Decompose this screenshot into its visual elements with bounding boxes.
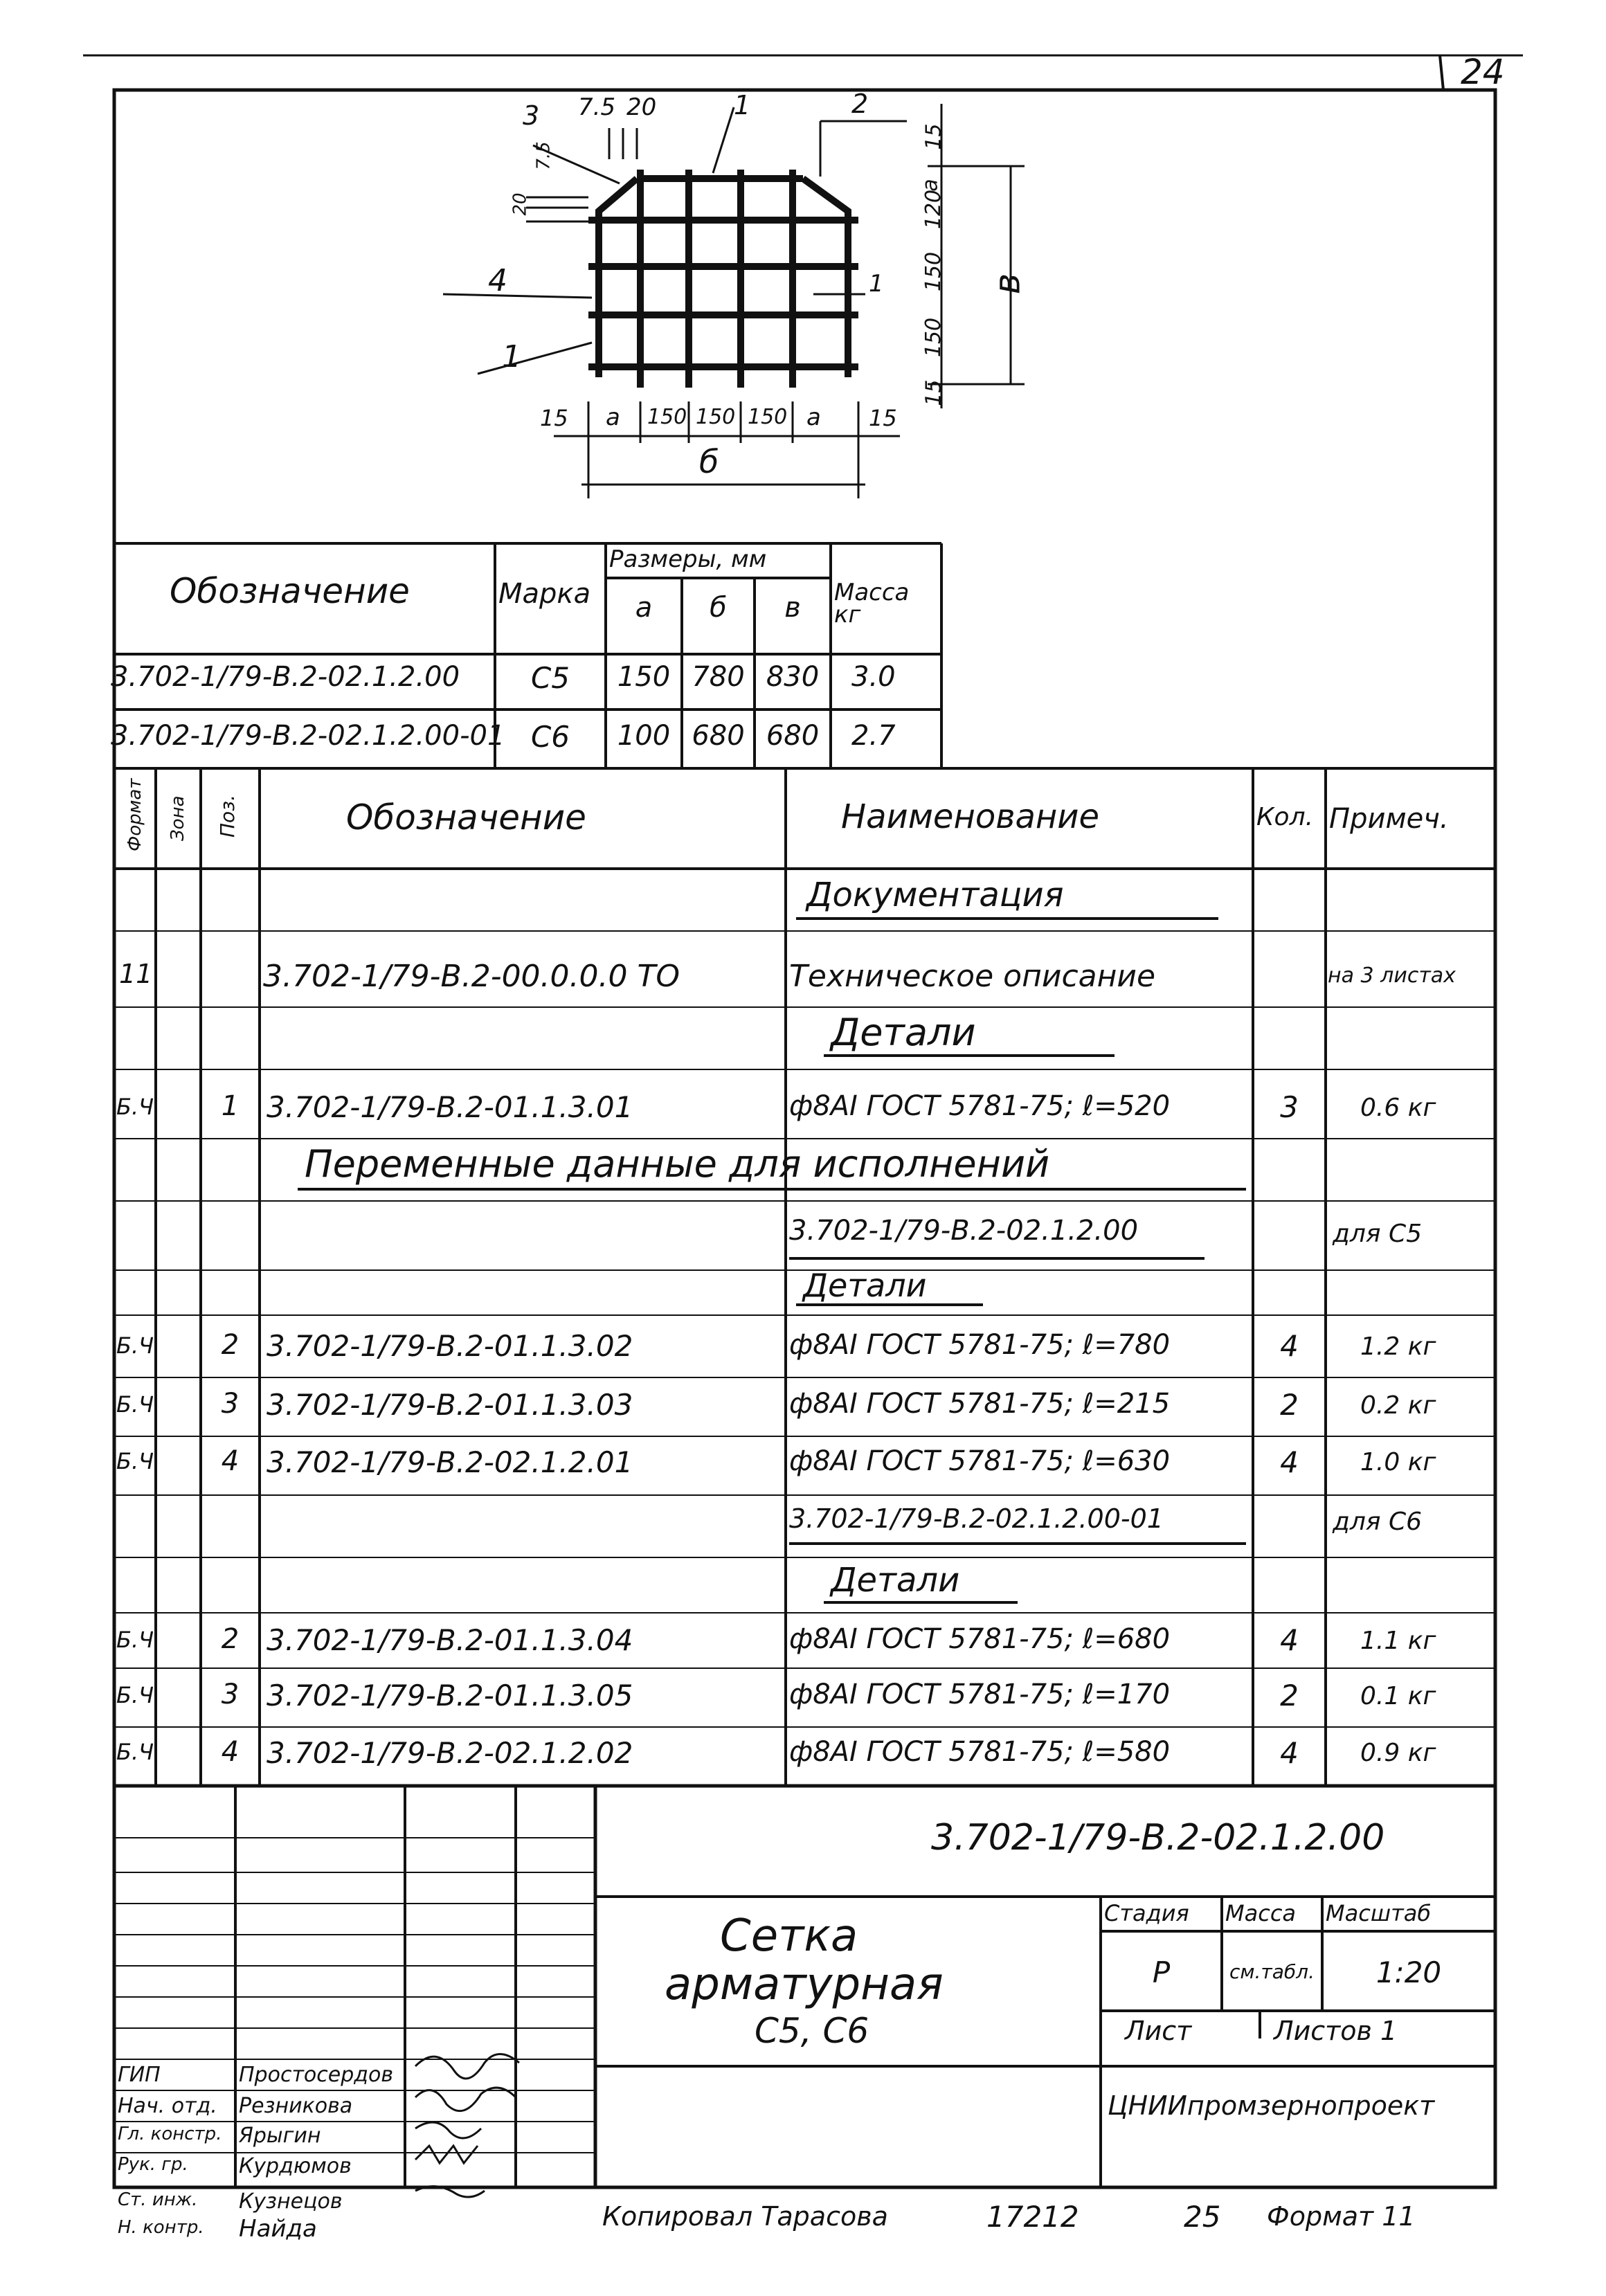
section-details-3: Детали bbox=[831, 1561, 960, 1600]
dim-label-20: 20 bbox=[626, 93, 657, 121]
v1-row-2-qty: 4 bbox=[1280, 1329, 1299, 1363]
spec-header-name: Наименование bbox=[841, 797, 1100, 836]
sig-name-1: Простосердов bbox=[239, 2063, 394, 2087]
v1-row-2-note: 1.2 кг bbox=[1360, 1332, 1436, 1361]
vdim-150-a: 150 bbox=[921, 251, 946, 292]
copy-number-2: 25 bbox=[1184, 2200, 1221, 2234]
detail-row-1-note: 0.6 кг bbox=[1360, 1094, 1436, 1122]
leader-label-2: 2 bbox=[851, 89, 869, 119]
variant-1-designation: 3.702-1/79-В.2-02.1.2.00 bbox=[789, 1215, 1139, 1247]
sig-role-1: ГИП bbox=[118, 2063, 161, 2087]
leader-label-3: 3 bbox=[523, 100, 540, 131]
mass-value: см.табл. bbox=[1229, 1960, 1315, 1983]
size-row-2-a: 100 bbox=[617, 720, 671, 752]
width-label: б bbox=[699, 443, 719, 480]
size-row-1-b: 780 bbox=[692, 661, 745, 693]
v2-row-4-qty: 4 bbox=[1280, 1736, 1299, 1770]
section-documentation: Документация bbox=[806, 876, 1064, 914]
v1-row-4-pos: 4 bbox=[221, 1445, 240, 1477]
v1-row-3-format: Б.Ч bbox=[116, 1391, 154, 1418]
size-table-header-a: а bbox=[635, 592, 653, 624]
detail-row-1-format: Б.Ч bbox=[116, 1094, 154, 1120]
size-row-1-a: 150 bbox=[617, 661, 671, 693]
side-dim-20: 20 bbox=[509, 192, 531, 216]
mass-label: Масса bbox=[1225, 1900, 1297, 1926]
section-details-2: Детали bbox=[803, 1267, 927, 1304]
hdim-150-b: 150 bbox=[696, 405, 736, 429]
v1-row-2-designation: 3.702-1/79-В.2-01.1.3.02 bbox=[267, 1329, 633, 1363]
section-details-1: Детали bbox=[831, 1011, 976, 1054]
sig-name-2: Резникова bbox=[239, 2094, 353, 2118]
height-label: в bbox=[986, 273, 1029, 295]
sig-name-6: Найда bbox=[239, 2215, 317, 2243]
v1-row-3-designation: 3.702-1/79-В.2-01.1.3.03 bbox=[267, 1388, 633, 1422]
title-line-3: С5, С6 bbox=[755, 2011, 869, 2051]
hdim-15-left: 15 bbox=[540, 405, 568, 431]
title-line-2: арматурная bbox=[665, 1959, 944, 2010]
v1-row-3-name: ф8АI ГОСТ 5781-75; ℓ=215 bbox=[789, 1388, 1171, 1420]
v1-row-4-designation: 3.702-1/79-В.2-02.1.2.01 bbox=[267, 1445, 633, 1479]
size-row-2-mass: 2.7 bbox=[851, 720, 896, 752]
v2-row-2-pos: 2 bbox=[221, 1623, 240, 1655]
leader-label-1-right: 1 bbox=[869, 270, 884, 298]
vdim-120: 120 bbox=[921, 189, 946, 230]
size-table-header-designation: Обозначение bbox=[170, 571, 410, 611]
sig-name-3: Ярыгин bbox=[239, 2124, 321, 2148]
v2-row-2-qty: 4 bbox=[1280, 1623, 1299, 1657]
v2-row-3-note: 0.1 кг bbox=[1360, 1682, 1436, 1710]
detail-row-1-pos: 1 bbox=[221, 1090, 240, 1122]
doc-row-designation: 3.702-1/79-В.2-00.0.0.0 ТО bbox=[263, 959, 680, 994]
spec-header-zone: Зона bbox=[168, 795, 188, 841]
format-label: Формат 11 bbox=[1267, 2201, 1416, 2232]
hdim-15-right: 15 bbox=[869, 405, 897, 431]
v2-row-2-designation: 3.702-1/79-В.2-01.1.3.04 bbox=[267, 1623, 633, 1657]
v2-row-3-pos: 3 bbox=[221, 1679, 240, 1710]
copy-number: 17212 bbox=[986, 2200, 1079, 2234]
v2-row-4-designation: 3.702-1/79-В.2-02.1.2.02 bbox=[267, 1736, 633, 1770]
detail-row-1-qty: 3 bbox=[1280, 1090, 1299, 1124]
detail-row-1-name: ф8АI ГОСТ 5781-75; ℓ=520 bbox=[789, 1090, 1171, 1122]
stage-value: Р bbox=[1152, 1955, 1171, 1989]
hdim-150-a: 150 bbox=[647, 405, 687, 429]
v1-row-2-format: Б.Ч bbox=[116, 1332, 154, 1359]
v2-row-3-format: Б.Ч bbox=[116, 1682, 154, 1708]
v2-row-3-designation: 3.702-1/79-В.2-01.1.3.05 bbox=[267, 1679, 633, 1712]
v1-row-4-note: 1.0 кг bbox=[1360, 1448, 1436, 1476]
stage-label: Стадия bbox=[1104, 1900, 1189, 1926]
v1-row-4-qty: 4 bbox=[1280, 1445, 1299, 1479]
leader-label-4: 4 bbox=[488, 263, 507, 298]
spec-header-qty: Кол. bbox=[1256, 803, 1314, 831]
v2-row-4-name: ф8АI ГОСТ 5781-75; ℓ=580 bbox=[789, 1736, 1171, 1768]
sig-name-5: Кузнецов bbox=[239, 2189, 343, 2214]
sig-role-6: Н. контр. bbox=[118, 2217, 204, 2238]
dim-label-7-5: 7.5 bbox=[578, 93, 616, 121]
size-row-2-b: 680 bbox=[692, 720, 745, 752]
v1-row-3-pos: 3 bbox=[221, 1388, 240, 1420]
vdim-a: a bbox=[918, 179, 943, 192]
sheets-label: Листов 1 bbox=[1274, 2016, 1398, 2046]
scale-value: 1:20 bbox=[1375, 1955, 1442, 1989]
size-row-2-mark: С6 bbox=[530, 720, 570, 754]
leader-label-1-left: 1 bbox=[502, 339, 521, 374]
v1-row-4-name: ф8АI ГОСТ 5781-75; ℓ=630 bbox=[789, 1445, 1171, 1477]
doc-row-note: на 3 листах bbox=[1328, 964, 1456, 988]
hdim-a-left: a bbox=[606, 404, 620, 431]
copied-by: Копировал Тарасова bbox=[602, 2201, 888, 2232]
side-dim-7-5: 7.5 bbox=[533, 141, 554, 170]
size-row-1-mark: С5 bbox=[530, 661, 570, 695]
leader-label-1-top: 1 bbox=[734, 90, 751, 120]
size-table-header-v: в bbox=[784, 592, 801, 624]
sig-name-4: Курдюмов bbox=[239, 2154, 352, 2178]
v2-row-4-note: 0.9 кг bbox=[1360, 1739, 1436, 1767]
sig-role-2: Нач. отд. bbox=[118, 2094, 217, 2118]
size-row-1-designation: 3.702-1/79-В.2-02.1.2.00 bbox=[111, 661, 460, 693]
size-table-header-mass: Масса кг bbox=[834, 579, 910, 629]
drawing-code: 3.702-1/79-В.2-02.1.2.00 bbox=[931, 1817, 1385, 1859]
v2-row-2-note: 1.1 кг bbox=[1360, 1627, 1436, 1655]
spec-header-pos: Поз. bbox=[216, 795, 239, 838]
doc-row-format: 11 bbox=[119, 959, 153, 989]
scale-label: Масштаб bbox=[1326, 1900, 1432, 1926]
v1-row-2-pos: 2 bbox=[221, 1329, 240, 1361]
v1-row-3-note: 0.2 кг bbox=[1360, 1391, 1436, 1420]
v1-row-4-format: Б.Ч bbox=[116, 1448, 154, 1474]
size-table-header-b: б bbox=[710, 592, 727, 624]
sig-role-3: Гл. констр. bbox=[118, 2124, 222, 2144]
variant-2-designation: 3.702-1/79-В.2-02.1.2.00-01 bbox=[789, 1503, 1164, 1534]
variant-2-note: для С6 bbox=[1333, 1508, 1423, 1536]
variant-1-note: для С5 bbox=[1333, 1220, 1423, 1248]
size-row-1-mass: 3.0 bbox=[851, 661, 896, 693]
hdim-a-right: a bbox=[806, 404, 821, 431]
detail-row-1-designation: 3.702-1/79-В.2-01.1.3.01 bbox=[267, 1090, 633, 1124]
spec-header-format: Формат bbox=[125, 778, 145, 851]
size-table-header-mark: Марка bbox=[498, 578, 591, 610]
spec-header-designation: Обозначение bbox=[346, 797, 586, 838]
v2-row-2-format: Б.Ч bbox=[116, 1627, 154, 1653]
v2-row-4-format: Б.Ч bbox=[116, 1739, 154, 1765]
organization: ЦНИИпромзернопроект bbox=[1108, 2090, 1435, 2121]
v2-row-2-name: ф8АI ГОСТ 5781-75; ℓ=680 bbox=[789, 1623, 1171, 1655]
sheet-label: Лист bbox=[1125, 2016, 1192, 2046]
v2-row-3-name: ф8АI ГОСТ 5781-75; ℓ=170 bbox=[789, 1679, 1171, 1710]
v1-row-2-name: ф8АI ГОСТ 5781-75; ℓ=780 bbox=[789, 1329, 1171, 1361]
size-row-2-v: 680 bbox=[766, 720, 820, 752]
size-row-1-v: 830 bbox=[766, 661, 820, 693]
variable-data-heading: Переменные данные для исполнений bbox=[305, 1142, 1050, 1186]
vdim-15-bottom: 15 bbox=[921, 379, 946, 406]
size-table-header-sizes: Размеры, мм bbox=[609, 545, 767, 573]
sig-role-4: Рук. гр. bbox=[118, 2154, 188, 2175]
vdim-150-b: 150 bbox=[921, 317, 946, 358]
size-row-2-designation: 3.702-1/79-В.2-02.1.2.00-01 bbox=[111, 720, 505, 752]
sheet-number: 24 bbox=[1461, 52, 1505, 92]
v2-row-4-pos: 4 bbox=[221, 1736, 240, 1768]
sig-role-5: Ст. инж. bbox=[118, 2189, 198, 2210]
v2-row-3-qty: 2 bbox=[1280, 1679, 1299, 1712]
title-line-1: Сетка bbox=[720, 1910, 858, 1962]
spec-header-note: Примеч. bbox=[1329, 803, 1449, 835]
doc-row-name: Техническое описание bbox=[789, 959, 1156, 994]
vdim-15-top: 15 bbox=[921, 123, 946, 150]
hdim-150-c: 150 bbox=[748, 405, 788, 429]
v1-row-3-qty: 2 bbox=[1280, 1388, 1299, 1422]
